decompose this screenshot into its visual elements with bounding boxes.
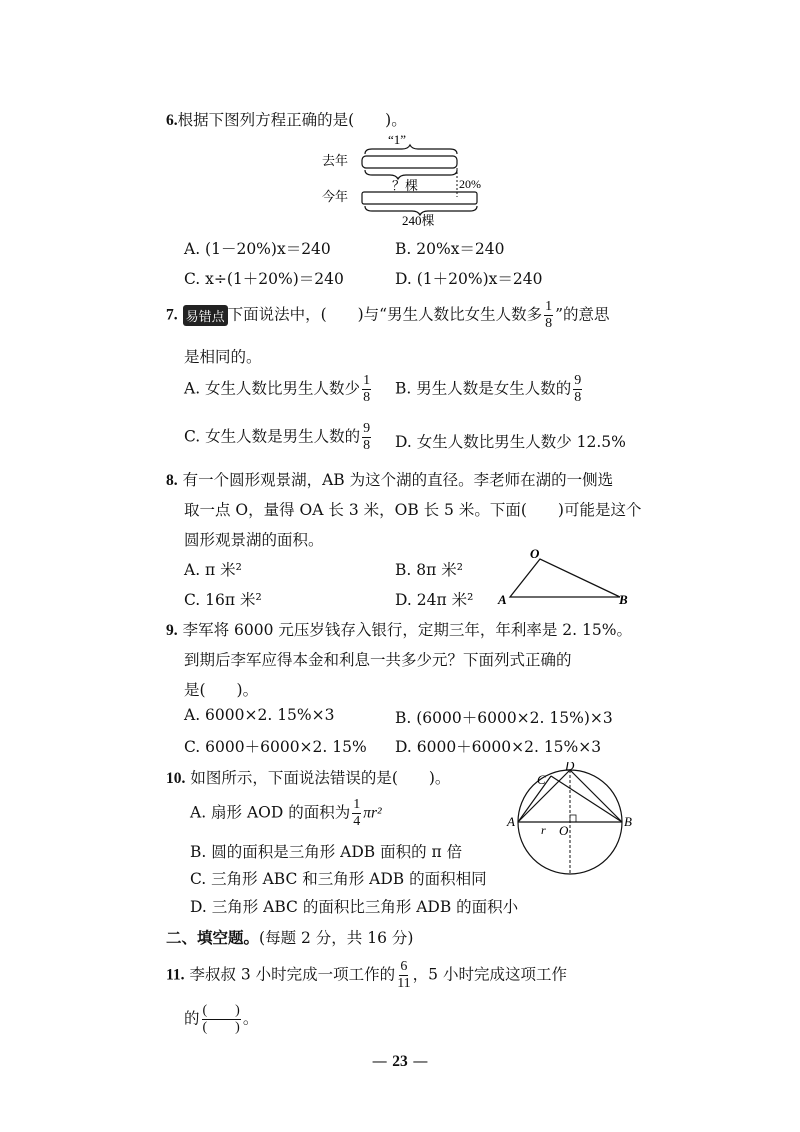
page-number: 23	[392, 1053, 408, 1070]
q8-option-c: C. 16π 米²	[184, 591, 262, 609]
q10-right-angle	[570, 815, 576, 822]
q10-circle-figure	[505, 762, 635, 880]
q10-point-c: C	[537, 772, 546, 787]
q11-line2: 的 $\frac{( )}{( )}$ 。	[184, 1003, 259, 1035]
q9-line3: 是( )。	[184, 681, 259, 699]
q7-option-a: A. 女生人数比男生人数少 $\frac{1}{8}$	[184, 373, 371, 405]
q8-option-b: B. 8π 米²	[395, 561, 463, 579]
q9-line2: 到期后李军应得本金和利息一共多少元？下面列式正确的	[184, 651, 572, 669]
q10-option-b: B. 圆的面积是三角形 ADB 面积的 π 倍	[190, 843, 463, 861]
q10-line-db	[570, 770, 622, 822]
q11-line1: 11. 李叔叔 3 小时完成一项工作的 $\frac{6}{11}$ ，5 小时完成这项工作	[166, 959, 567, 991]
q7-option-c: C. 女生人数是男生人数的 $\frac{9}{8}$	[184, 421, 371, 453]
q10-option-c: C. 三角形 ABC 和三角形 ADB 的面积相同	[190, 870, 487, 888]
q9-option-d: D. 6000＋6000×2. 15%×3	[395, 738, 602, 756]
q6-thisyear-bar	[362, 192, 477, 204]
q9-option-c: C. 6000＋6000×2. 15%	[184, 738, 367, 756]
q10-option-a: A. 扇形 AOD 的面积为 $\frac{1}{4}$ πr²	[190, 797, 382, 829]
q8-option-d: D. 24π 米²	[395, 591, 474, 609]
q8-option-a: A. π 米²	[184, 561, 242, 579]
q10-point-a: A	[507, 814, 515, 829]
q6-option-a: A. (1－20%)x＝240	[184, 240, 331, 258]
page-footer: — 23 —	[371, 1052, 429, 1070]
q6-row2-label: 今年	[322, 189, 349, 204]
section-2-heading: 二、填空题。(每题 2 分，共 16 分)	[166, 928, 414, 947]
q6-segment-diagram	[320, 132, 490, 227]
q10-point-o: O	[559, 823, 569, 838]
q6-stem: 6.根据下图列方程正确的是( )。	[166, 111, 407, 129]
q10-point-d: D	[565, 762, 575, 773]
q10-point-b: B	[624, 814, 632, 829]
error-prone-badge: 易错点	[183, 305, 228, 326]
q6-top-brace	[365, 145, 457, 154]
q8-triangle	[510, 559, 620, 597]
q9-option-a: A. 6000×2. 15%×3	[184, 706, 335, 724]
q10-stem: 10. 如图所示，下面说法错误的是( )。	[166, 769, 451, 787]
q6-top-label: “1”	[388, 132, 407, 147]
q8-point-o: O	[530, 546, 540, 561]
q10-line-cb	[551, 776, 622, 822]
q6-option-c: C. x÷(1＋20%)＝240	[184, 270, 344, 288]
q7-stem-fraction: $\frac{1}{8}$	[545, 299, 553, 331]
q6-bottom-label: 240棵	[402, 213, 435, 227]
q8-point-b: B	[619, 592, 628, 607]
q8-line3: 圆形观景湖的面积。	[184, 531, 324, 549]
q7-option-b: B. 男生人数是女生人数的 $\frac{9}{8}$	[395, 373, 582, 405]
q6-lastyear-bar	[362, 156, 457, 168]
q10-radius-label: r	[541, 823, 546, 837]
q8-point-a: A	[498, 592, 507, 607]
q11-answer-blank[interactable]: $\frac{( )}{( )}$	[202, 1003, 240, 1035]
q7-stem: 7. 易错点 下面说法中，( )与“男生人数比女生人数多 $\frac{1}{8}$ ”的意思	[166, 299, 610, 331]
q8-line2: 取一点 O，量得 OA 长 3 米，OB 长 5 米。下面( )可能是这个	[184, 501, 642, 519]
q6-pct-label: 20%	[459, 177, 481, 191]
q7-stem-line2: 是相同的。	[184, 348, 262, 366]
q10-option-d: D. 三角形 ABC 的面积比三角形 ADB 的面积小	[190, 898, 519, 916]
q9-option-b: B. (6000＋6000×2. 15%)×3	[395, 709, 613, 727]
q8-triangle-figure	[495, 545, 635, 607]
q6-option-b: B. 20%x＝240	[395, 240, 505, 258]
q6-mid-label: ？棵	[392, 178, 419, 193]
q8-line1: 8. 有一个圆形观景湖，AB 为这个湖的直径。李老师在湖的一侧选	[166, 471, 614, 489]
q6-option-d: D. (1＋20%)x＝240	[395, 270, 543, 288]
q9-line1: 9. 李军将 6000 元压岁钱存入银行，定期三年，年利率是 2. 15%。	[166, 621, 632, 639]
q6-row1-label: 去年	[322, 153, 349, 168]
q7-option-d: D. 女生人数比男生人数少 12.5%	[395, 433, 626, 451]
